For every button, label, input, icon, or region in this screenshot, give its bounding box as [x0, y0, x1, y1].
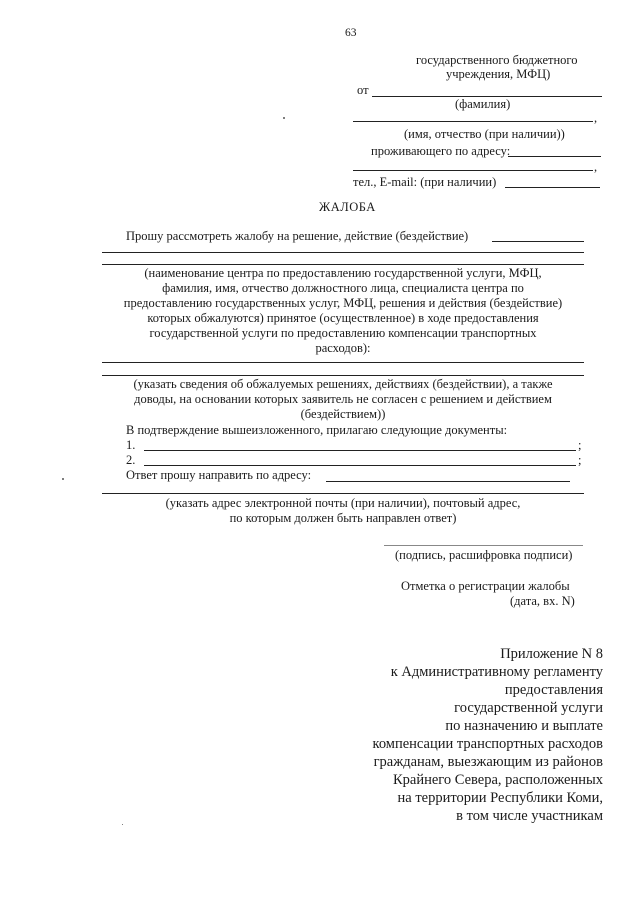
address-line-comma: ,: [594, 160, 598, 174]
grounds-caption: [100, 377, 586, 422]
address-line-2: [353, 170, 593, 171]
signature-line: [384, 545, 583, 546]
signature-caption: (подпись, расшифровка подписи): [395, 548, 573, 562]
registration-mark: Отметка о регистрации жалобы: [401, 579, 570, 593]
registration-date: (дата, вх. N): [510, 594, 575, 608]
address-line-1: [508, 156, 601, 157]
appendix-line: на территории Республики Коми,: [397, 790, 603, 806]
center-caption-line: расходов):: [315, 341, 371, 355]
appendix-line: в том числе участникам: [456, 808, 603, 824]
document-2-number: 2.: [126, 453, 136, 467]
documents-intro: В подтверждение вышеизложенного, прилагаю следующие документы:: [126, 423, 508, 437]
center-caption-line: предоставлению государственных услуг, МФЦ, решения и действия (бездействие): [123, 296, 563, 310]
grounds-caption-line: (указать сведения об обжалуемых решениях, действиях (бездействии), а также: [133, 377, 553, 391]
speck: [122, 824, 123, 825]
speck: [62, 478, 64, 480]
addressee-line-2: учреждения, МФЦ): [446, 67, 551, 81]
appendix-line: гражданам, выезжающим из районов: [373, 754, 603, 770]
document-2-line: [144, 465, 576, 466]
addressee-line-1: государственного бюджетного: [416, 53, 578, 67]
reply-label: Ответ прошу направить по адресу:: [126, 468, 312, 482]
appendix-line: к Административному регламенту: [390, 664, 603, 680]
center-caption-line: государственной услуги по предоставлению компенсации транспортных: [149, 326, 537, 340]
request-line-2: [102, 252, 584, 253]
center-caption-line: которых обжалуются) принятое (осуществленное) в ходе предоставления: [147, 311, 539, 325]
document-1-number: 1.: [126, 438, 136, 452]
grounds-line-1: [102, 362, 584, 363]
reply-caption: [100, 496, 586, 526]
appendix-line: компенсации транспортных расходов: [372, 736, 603, 752]
center-caption: [100, 266, 586, 356]
reply-line-1: [326, 481, 570, 482]
phone-label: тел., E-mail: (при наличии): [353, 175, 497, 189]
request-text: Прошу рассмотреть жалобу на решение, действие (бездействие): [126, 229, 469, 243]
appendix-line: предоставления: [504, 682, 603, 698]
request-line-end: [492, 241, 584, 242]
grounds-line-2: [102, 375, 584, 376]
appendix-line: Крайнего Севера, расположенных: [392, 772, 603, 788]
request-line-3: [102, 264, 584, 265]
document-2-end: ;: [578, 453, 582, 467]
phone-line: [505, 187, 600, 188]
appendix-line: государственной услуги: [454, 700, 603, 716]
center-caption-line: (наименование центра по предоставлению государственной услуги, МФЦ,: [144, 266, 542, 280]
appendix-line: по назначению и выплате: [445, 718, 603, 734]
reply-caption-line: по которым должен быть направлен ответ): [229, 511, 457, 525]
name-line: [353, 121, 593, 122]
name-line-comma: ,: [594, 111, 598, 125]
appendix-heading: [303, 645, 603, 825]
center-caption-line: фамилия, имя, отчество должностного лица, специалиста центра по: [162, 281, 524, 295]
speck: [283, 117, 285, 119]
name-caption: (имя, отчество (при наличии)): [404, 127, 565, 141]
residing-label: проживающего по адресу:: [371, 144, 511, 158]
document-1-end: ;: [578, 438, 582, 452]
page-number: 63: [345, 27, 357, 39]
reply-caption-line: (указать адрес электронной почты (при наличии), почтовый адрес,: [165, 496, 521, 510]
complaint-title: ЖАЛОБА: [319, 200, 376, 214]
appendix-line: Приложение N 8: [500, 646, 603, 662]
reply-line-2: [102, 493, 584, 494]
from-label: от: [357, 83, 369, 97]
surname-caption: (фамилия): [455, 97, 511, 111]
grounds-caption-line: (бездействием)): [300, 407, 386, 421]
grounds-caption-line: доводы, на основании которых заявитель не согласен с решением и действием: [134, 392, 552, 406]
document-1-line: [144, 450, 576, 451]
